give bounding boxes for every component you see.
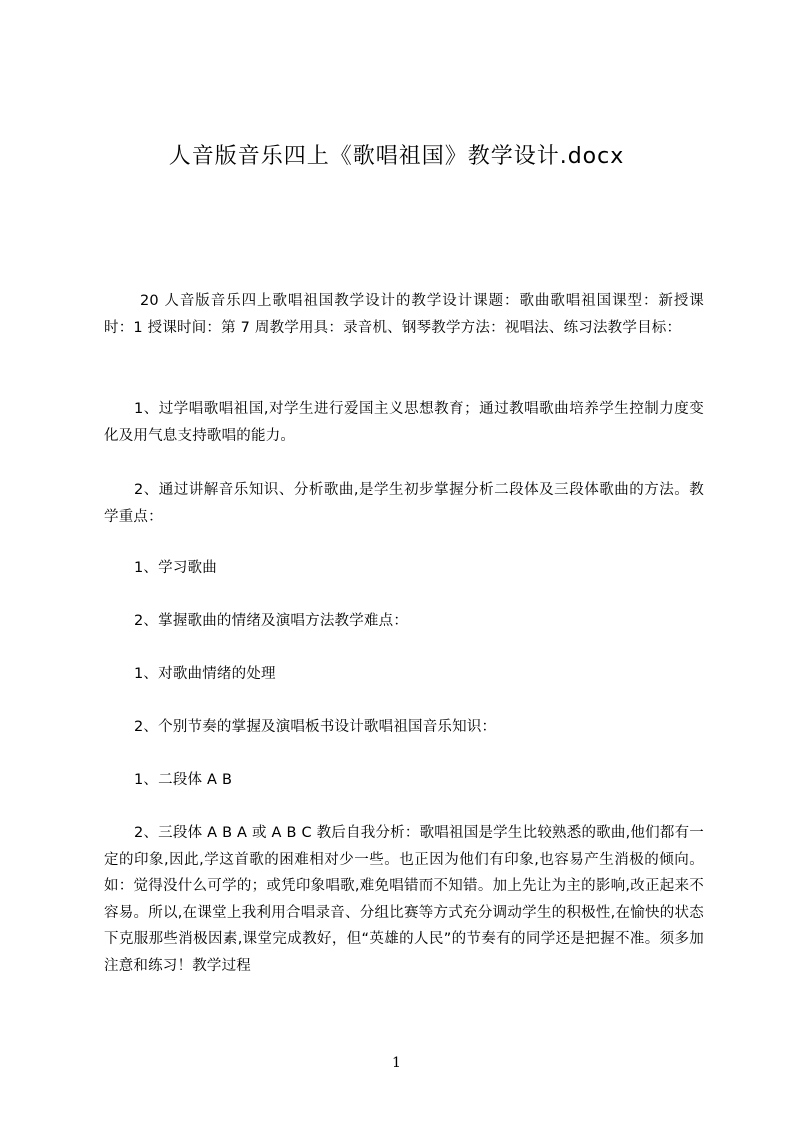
paragraph-intro: 20 人音版音乐四上歌唱祖国教学设计的教学设计课题：歌曲歌唱祖国课型：新授课时：1 授课时间：第 7 周教学用具：录音机、钢琴教学方法：视唱法、练习法教学目标：	[104, 293, 704, 336]
paragraph-key-point-2: 2、掌握歌曲的情绪及演唱方法教学难点：	[134, 613, 409, 629]
paragraph-difficulty-2: 2、个别节奏的掌握及演唱板书设计歌唱祖国音乐知识：	[134, 719, 497, 735]
paragraph-key-point-1: 1、学习歌曲	[134, 560, 217, 576]
paragraph-objective-2: 2、通过讲解音乐知识、分析歌曲,是学生初步掌握分析二段体及三段体歌曲的方法。教学重点：	[104, 482, 704, 525]
paragraph-objective-1: 1、过学唱歌唱祖国,对学生进行爱国主义思想教育；通过教唱歌曲培养学生控制力度变化及用气息支持歌唱的能力。	[104, 401, 704, 444]
page-number: 1	[392, 1055, 401, 1071]
paragraph-binary-form: 1、二段体 A B	[134, 772, 233, 788]
paragraph-reflection: 2、三段体 A B A 或 A B C 教后自我分析：歌唱祖国是学生比较熟悉的歌曲,他们都有一定的印象,因此,学这首歌的困难相对少一些。也正因为他们有印象,也容易产生消极的倾向。如：觉得没什么可学的；或凭印象唱歌,难免唱错而不知错。加上先让为主的影响,改正起来不容易。所以,在课堂上我利用合唱录音、分组比赛等方式充分调动学生的积极性,在愉快的状态下克服那些消极因素,课堂完成教好，但“英雄的人民”的节奏有的同学还是把握不准。须多加注意和练习！教学过程	[104, 825, 704, 974]
document-title: 人音版音乐四上《歌唱祖国》教学设计.docx	[168, 144, 625, 169]
paragraph-difficulty-1: 1、对歌曲情绪的处理	[134, 666, 276, 682]
